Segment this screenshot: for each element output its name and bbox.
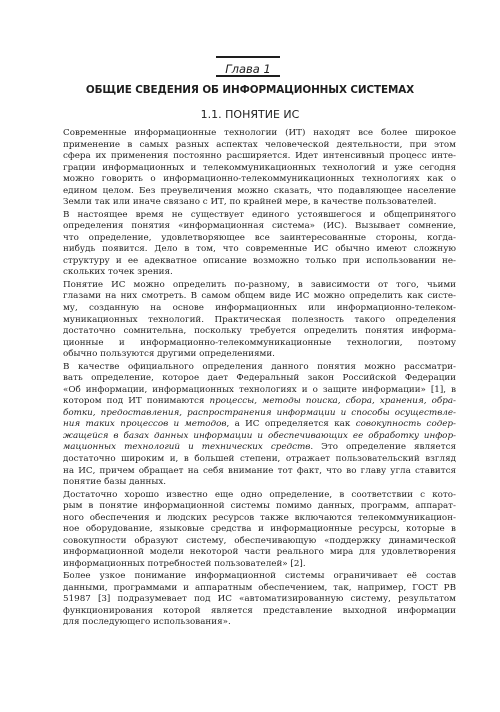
text-line: Понятие ИС можно определить по-разному, в зависимости от того, чьими: [63, 279, 456, 290]
chapter-title: ОБЩИЕ СВЕДЕНИЯ ОБ ИНФОРМАЦИОННЫХ СИСТЕМАХ: [85, 84, 415, 96]
text-line: информационной модели некоторой части реального мира для удовлетворения: [63, 547, 456, 558]
paragraph: [46, 210, 456, 279]
text-line: обычно пользуются другими определениями.: [63, 349, 275, 360]
paragraph: [46, 571, 456, 629]
paragraph: [46, 280, 456, 361]
paragraph: [46, 128, 456, 209]
text-line: для последующего использования».: [63, 617, 231, 628]
text-line: скольких точек зрения.: [63, 267, 173, 278]
text-run: . Это определение является: [310, 442, 456, 453]
text-line: му, созданную на основе информационных или информационно-телеком-: [63, 302, 456, 313]
text-line: Современные информационные технологии (ИТ) находят все более широкое: [63, 128, 456, 138]
text-line: муникационных технологий. Практическая полезность такого определения: [63, 314, 456, 325]
text-line: достаточно сомнительна, поскольку требуется определить понятия информа-: [63, 326, 456, 337]
text-line: [46, 419, 456, 431]
chapter-heading-box: [216, 56, 280, 77]
text-line: [46, 396, 456, 408]
text-line: «Об информации, информационных технологиях и о защите информации» [1], в: [63, 384, 456, 395]
text-line: вать определение, которое дает Федеральный закон Российской Федерации: [63, 373, 456, 384]
text-line: нибудь появится. Дело в том, что современные ИС обычно имеют сложную: [63, 244, 456, 255]
italic-text: ботки, предоставления, распространения информации и способы осуществле-: [63, 407, 456, 418]
italic-text: ния таких процессов и методов: [63, 419, 227, 430]
text-line: ное оборудование, языковые средства и информационные ресурсы, которые в: [63, 524, 456, 535]
paragraph: [46, 490, 456, 571]
text-line: 51987 [3] подразумевает под ИС «автоматизированную систему, результатом: [63, 594, 456, 605]
text-line: можно говорить о информационно-телекоммуникационных технологиях как о: [63, 174, 456, 185]
italic-text: совокупность содер-: [355, 419, 456, 430]
body-text: [46, 128, 456, 630]
text-line: ного обеспечения и людских ресурсов также включаются телекоммуникацион-: [63, 512, 456, 523]
text-line: сфера их применения постоянно расширяется. Идет интенсивный процесс инте-: [63, 151, 456, 162]
chapter-label: Глава 1: [225, 62, 271, 76]
text-line: глазами на них смотреть. В самом общем виде ИС можно определить как систе-: [63, 291, 456, 302]
text-line: Земли так или иначе связано с ИТ, по крайней мере, в качестве пользователей.: [63, 197, 437, 208]
text-run: , а ИС определяется как: [226, 419, 356, 430]
paragraph: [46, 362, 456, 489]
text-line: [46, 442, 456, 454]
text-line: функционирования которой является представление выходной информации: [63, 605, 456, 616]
text-line: информационных потребностей пользователей» [2].: [63, 558, 306, 569]
text-line: Достаточно хорошо известно еще одно определение, в соответствии с кото-: [63, 489, 456, 500]
text-line: определения понятия «информационная система» (ИС). Вызывает сомнение,: [63, 221, 456, 232]
text-line: грации информационных и телекоммуникационных технологий и уже сегодня: [63, 162, 456, 173]
text-line: В качестве официального определения данного понятия можно рассматри-: [63, 361, 456, 372]
text-line: применение в самых разных аспектах человеческой деятельности, при этом: [63, 139, 456, 150]
text-line: достаточно широким и, в большей степени, отражает пользовательский взгляд: [63, 453, 456, 464]
italic-text: процессы, методы поиска, сбора, хранения, обра-: [209, 396, 456, 407]
text-line: на ИС, причем обращает на себя внимание тот факт, что во главу угла ставится: [63, 465, 456, 476]
text-line: В настоящее время не существует единого устоявшегося и общепринятого: [63, 209, 456, 220]
text-line: рым в понятие информационной системы помимо данных, программ, аппарат-: [63, 501, 456, 512]
text-line: что определение, удовлетворяющее все заинтересованные стороны, когда-: [63, 232, 456, 243]
text-line: Более узкое понимание информационной системы ограничивает её состав: [63, 571, 456, 582]
text-line: структуру и ее адекватное описание возможно только при использовании не-: [63, 255, 456, 266]
section-title: 1.1. ПОНЯТИЕ ИС: [200, 108, 300, 121]
text-line: совокупности образуют систему, обеспечивающую «поддержку динамической: [63, 535, 456, 546]
text-line: понятие базы данных.: [63, 477, 167, 488]
text-line: едином целом. Без преувеличения можно сказать, что подавляющее население: [63, 185, 456, 196]
text-run: котором под ИТ понимаются: [63, 396, 210, 407]
text-line: данными, программами и аппаратным обеспечением, так, например, ГОСТ РВ: [63, 582, 456, 593]
italic-text: мационных технологий и технических средств: [63, 442, 311, 453]
italic-text: жащейся в базах данных информации и обеспечивающих ее обработку инфор-: [63, 430, 456, 441]
text-line: ционные и информационно-телекоммуникационные технологии, поэтому: [63, 337, 456, 348]
